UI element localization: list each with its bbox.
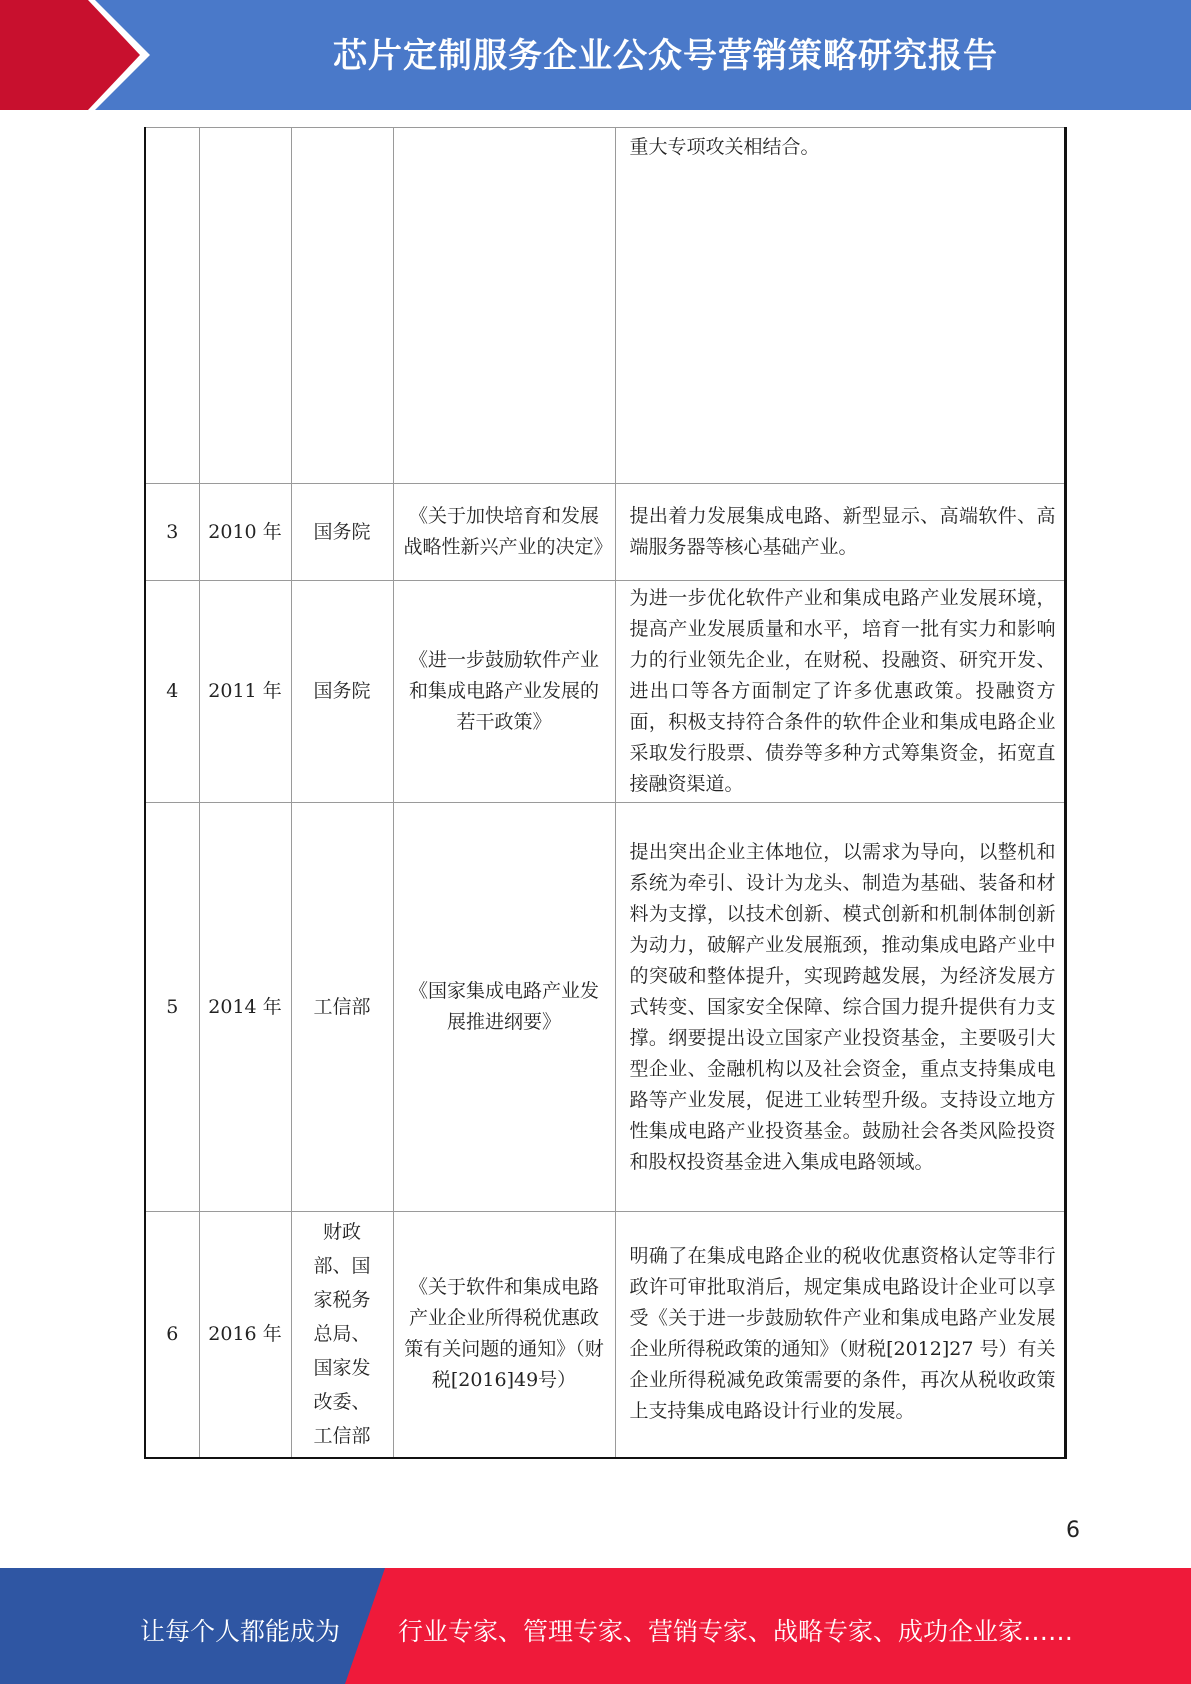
- cell-dept: 工信部: [291, 803, 393, 1212]
- table-row: [145, 1212, 1065, 1458]
- cell-content: 重大专项攻关相结合。: [615, 128, 1065, 484]
- table-row-continued: [145, 128, 1065, 484]
- table-row: [145, 581, 1065, 803]
- cell-no: 6: [145, 1212, 199, 1458]
- cell-no: [145, 128, 199, 484]
- cell-doc: 《进一步鼓励软件产业和集成电路产业发展的若干政策》: [393, 581, 615, 803]
- cell-content: 提出着力发展集成电路、新型显示、高端软件、高端服务器等核心基础产业。: [615, 484, 1065, 581]
- cell-dept: 国务院: [291, 484, 393, 581]
- cell-dept: [291, 128, 393, 484]
- cell-content: 为进一步优化软件产业和集成电路产业发展环境，提高产业发展质量和水平，培育一批有实力和影响力的行业领先企业，在财税、投融资、研究开发、进出口等各方面制定了许多优惠政策。投融资方面，积极支持符合条件的软件企业和集成电路企业采取发行股票、债券等多种方式筹集资金，拓宽直接融资渠道。: [615, 581, 1065, 803]
- cell-no: 5: [145, 803, 199, 1212]
- cell-content: 明确了在集成电路企业的税收优惠资格认定等非行政许可审批取消后，规定集成电路设计企业可以享受《关于进一步鼓励软件产业和集成电路产业发展企业所得税政策的通知》（财税[2012]27 号）有关企业所得税减免政策需要的条件，再次从税收政策上支持集成电路设计行业的发展。: [615, 1212, 1065, 1458]
- page-header: [0, 0, 1191, 110]
- cell-dept: [291, 1212, 393, 1458]
- cell-doc: 《关于软件和集成电路产业企业所得税优惠政策有关问题的通知》（财税[2016]49号）: [393, 1212, 615, 1458]
- table-row: [145, 803, 1065, 1212]
- page-number: 6: [1066, 1518, 1080, 1543]
- cell-year: 2010 年: [199, 484, 291, 581]
- policy-table: [144, 127, 1067, 1459]
- cell-year: 2014 年: [199, 803, 291, 1212]
- cell-doc: 《国家集成电路产业发展推进纲要》: [393, 803, 615, 1212]
- cell-dept-text: 财政部、国家税务总局、国家发改委、工信部: [313, 1221, 371, 1448]
- cell-content: 提出突出企业主体地位，以需求为导向，以整机和系统为牵引、设计为龙头、制造为基础、装备和材料为支撑，以技术创新、模式创新和机制体制创新为动力，破解产业发展瓶颈，推动集成电路产业中的突破和整体提升，实现跨越发展，为经济发展方式转变、国家安全保障、综合国力提升提供有力支撑。纲要提出设立国家产业投资基金，主要吸引大型企业、金融机构以及社会资金，重点支持集成电路等产业发展，促进工业转型升级。支持设立地方性集成电路产业投资基金。鼓励社会各类风险投资和股权投资基金进入集成电路领域。: [615, 803, 1065, 1212]
- header-chevron-decoration: [0, 0, 160, 110]
- table-row: [145, 484, 1065, 581]
- page-footer: [0, 1568, 1191, 1684]
- cell-no: 3: [145, 484, 199, 581]
- report-title: 芯片定制服务企业公众号营销策略研究报告: [333, 36, 998, 76]
- cell-doc: 《关于加快培育和发展战略性新兴产业的决定》: [393, 484, 615, 581]
- footer-slogan-right: 行业专家、管理专家、营销专家、战略专家、成功企业家……: [398, 1617, 1074, 1646]
- cell-year: 2011 年: [199, 581, 291, 803]
- footer-slogan-left: 让每个人都能成为: [140, 1617, 341, 1646]
- cell-no: 4: [145, 581, 199, 803]
- cell-year: [199, 128, 291, 484]
- cell-dept: 国务院: [291, 581, 393, 803]
- cell-doc: [393, 128, 615, 484]
- cell-year: 2016 年: [199, 1212, 291, 1458]
